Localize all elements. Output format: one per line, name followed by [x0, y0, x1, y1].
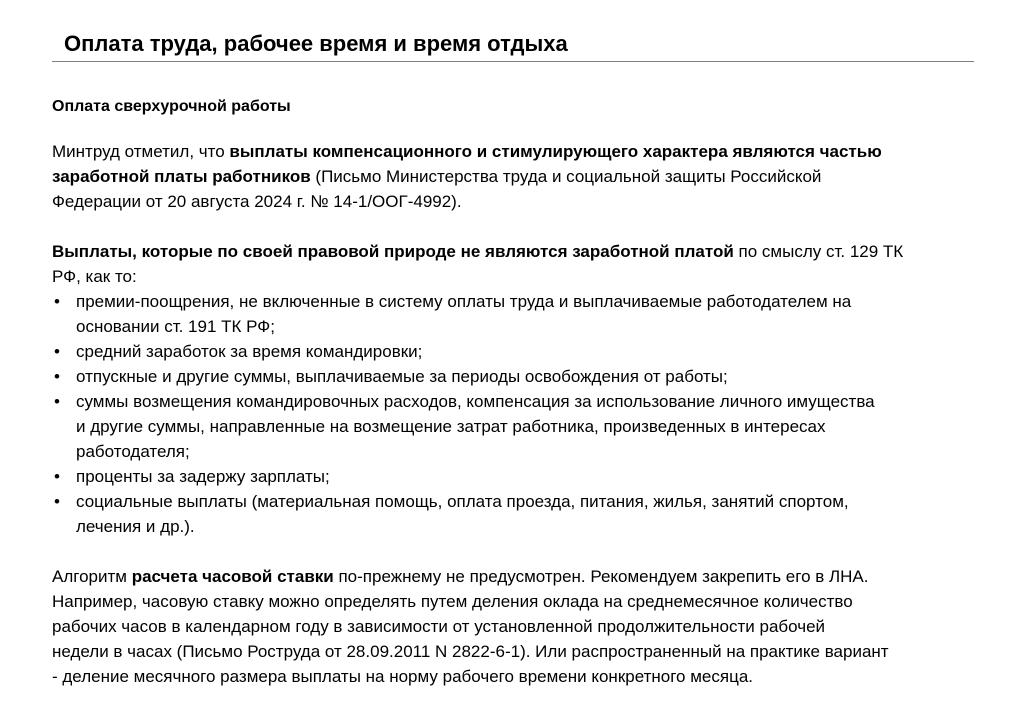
paragraph-mintrud	[52, 139, 996, 214]
bullet-icon: •	[54, 467, 60, 486]
paragraph-non-salary-intro	[52, 239, 996, 289]
bold-text-run: Выплаты, которые по своей правовой природе не являются заработной платой	[52, 242, 734, 261]
paragraph-line	[52, 564, 996, 589]
list-item	[52, 464, 996, 489]
list-item	[52, 289, 996, 339]
bullet-icon: •	[54, 392, 60, 411]
paragraph-line	[52, 139, 996, 164]
text-run: Минтруд отметил, что	[52, 142, 230, 161]
bold-text-run: выплаты компенсационного и стимулирующего характера являются частью	[229, 142, 882, 161]
paragraph-line	[52, 239, 996, 264]
bold-text-run: заработной платы работников	[52, 167, 311, 186]
list-item	[52, 489, 996, 539]
title-divider	[52, 61, 974, 62]
paragraph-line: Федерации от 20 августа 2024 г. № 14-1/ООГ-4992).	[52, 192, 462, 211]
list-item-line: суммы возмещения командировочных расходов, компенсация за использование личного имущества	[76, 392, 875, 411]
list-item	[52, 389, 996, 464]
list-item-line: отпускные и другие суммы, выплачиваемые за периоды освобождения от работы;	[76, 367, 728, 386]
slide-content	[52, 94, 996, 689]
bullet-icon: •	[54, 367, 60, 386]
list-item-line: и другие суммы, направленные на возмещение затрат работника, произведенных в интересах	[76, 417, 826, 436]
bullet-icon: •	[54, 492, 60, 511]
text-run: по-прежнему не предусмотрен. Рекомендуем закрепить его в ЛНА.	[333, 567, 869, 586]
paragraph-line: Например, часовую ставку можно определять путем деления оклада на среднемесячное количество	[52, 592, 853, 611]
bullet-icon: •	[54, 292, 60, 311]
list-item-line: работодателя;	[76, 442, 190, 461]
text-run: (Письмо Министерства труда и социальной защиты Российской	[310, 167, 822, 186]
text-run: по смыслу ст. 129 ТК	[733, 242, 904, 261]
paragraph-line: РФ, как то:	[52, 267, 137, 286]
list-item-line: премии-поощрения, не включенные в систему оплаты труда и выплачиваемые работодателем на	[76, 292, 852, 311]
list-item-line: лечения и др.).	[76, 517, 195, 536]
list-item-line: средний заработок за время командировки;	[76, 342, 423, 361]
bullet-list	[52, 289, 996, 539]
paragraph-line	[52, 164, 996, 189]
bullet-icon: •	[54, 342, 60, 361]
text-run: Алгоритм	[52, 567, 132, 586]
paragraph-line: недели в часах (Письмо Роструда от 28.09.2011 N 2822-6-1). Или распространенный на практике вариант	[52, 642, 889, 661]
paragraph-hourly-rate	[52, 564, 996, 689]
list-item	[52, 364, 996, 389]
bold-text-run: расчета часовой ставки	[131, 567, 334, 586]
section-heading: Оплата сверхурочной работы	[52, 98, 291, 115]
slide-title: Оплата труда, рабочее время и время отдыха	[64, 31, 568, 56]
paragraph-line: рабочих часов в календарном году в зависимости от установленной продолжительности рабочей	[52, 617, 826, 636]
payments-block	[52, 239, 996, 539]
list-item-line: основании ст. 191 ТК РФ;	[76, 317, 275, 336]
list-item-line: социальные выплаты (материальная помощь, оплата проезда, питания, жилья, занятий спортом,	[76, 492, 849, 511]
list-item	[52, 339, 996, 364]
paragraph-line: - деление месячного размера выплаты на норму рабочего времени конкретного месяца.	[52, 667, 754, 686]
list-item-line: проценты за задержу зарплаты;	[76, 467, 330, 486]
